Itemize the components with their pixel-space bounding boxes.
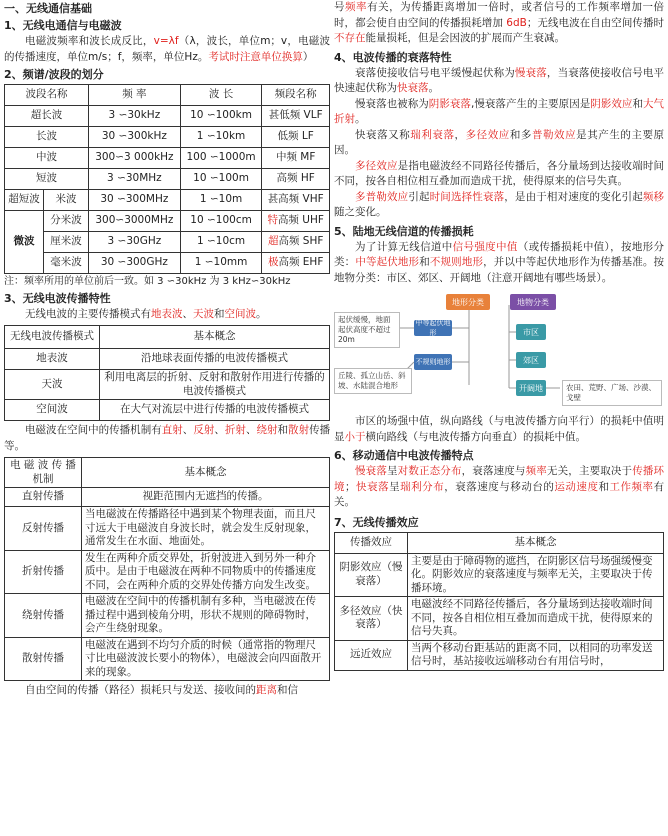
terrain-classification-diagram [334,292,664,406]
band-wave: 1 ∽10m [180,190,262,211]
band-wave: 1 ∽10cm [180,232,262,253]
mode-table [4,325,330,421]
urban-box: 市区 [516,324,546,340]
left-column [4,0,330,699]
mechanism-desc: 当电磁波在传播路径中遇到某个物理表面，而且尺寸远大于电磁波自身波长时，就会发生反射现象，通常发生在水面、地面处。 [82,507,330,551]
open-area-box: 开阔地 [516,380,546,396]
mechanism-header-name: 电 磁 波 传 播 机制 [5,458,82,488]
mechanism-header-concept: 基本概念 [82,458,330,488]
urban-field-paragraph: 市区的场强中值，纵向路线（与电波传播方向平行）的损耗中值明显小于横向路线（与电波传播方向垂直）的损耗中值。 [334,415,664,443]
band-name: 厘米波 [44,232,89,253]
band-header-name: 波段名称 [5,85,89,106]
band-name: 米波 [44,190,89,211]
table-row [335,640,664,670]
land-loss-paragraph: 为了计算无线信道中信号强度中值（或传播损耗中值），按地形分类：中等起伏地形和不规则地形，并以中等起伏地形作为传播基准。按地物分类：市区、郊区、开阔地（注意开阔地有哪些场景）。 [334,240,665,284]
band-freq: 30 ∽300kHz [89,127,181,148]
mechanism-desc: 电磁波在遇到不均匀介质的时候（通常指的物理尺寸比电磁波波长要小的物体），电磁波会向四面散开来的现象。 [82,637,330,681]
band-designation: 低频 LF [262,127,330,148]
irregular-terrain-note: 丘陵、孤立山岳、斜坡、水陆混合地形 [334,368,412,394]
band-designation: 中频 MF [262,148,330,169]
mode-desc: 在大气对流层中进行传播的电波传播模式 [100,400,330,421]
table-row [5,190,330,211]
object-class-box: 地物分类 [510,294,556,310]
table-row [335,553,664,597]
doppler-paragraph: 多普勒效应引起时间选择性衰落，是由于相对速度的变化引起频移随之变化。 [334,190,665,218]
mode-name: 空间波 [5,400,100,421]
effect-desc: 电磁波经不同路径传播后，各分量场到达接收端时间不同，按各自相位相互叠加而造成干扰，使得原来的信号失真。 [408,597,664,641]
band-wave: 1 ∽10mm [180,253,262,274]
effects-header-name: 传播效应 [335,532,408,553]
table-row [5,106,330,127]
mechanism-name: 散射传播 [5,637,82,681]
effects-table [334,532,664,671]
terrain-class-box: 地形分类 [446,294,490,310]
band-freq: 300∽3000MHz [89,211,181,232]
effect-desc: 主要是由于障碍物的遮挡，在阴影区信号场强缓慢变化。阴影效应的衰落速度与频率无关，主要取决于传播环境。 [408,553,664,597]
mechanism-table-header [5,458,330,488]
band-freq: 30 ∽300GHz [89,253,181,274]
modes-paragraph: 无线电波的主要传播模式有地表波、天波和空间波。 [25,307,267,320]
band-freq: 3 ∽30MHz [89,169,181,190]
table-row [5,637,330,681]
mode-name: 天波 [5,370,100,400]
band-name: 超长波 [5,106,89,127]
right-column [334,0,664,671]
band-wave: 100 ∽1000m [180,148,262,169]
band-wave: 10 ∽100km [180,106,262,127]
band-freq: 300∽3 000kHz [89,148,181,169]
band-wave: 1 ∽10km [180,127,262,148]
band-designation: 超高频 SHF [262,232,330,253]
band-table-header [5,85,330,106]
table-row [5,148,330,169]
path-loss-paragraph-cont: 号频率有关，为传播距离增加一倍时，或者信号的工作频率增加一倍时，都会使自由空间的传播损耗增加 6dB；无线电波在自由空间传播时不存在能量损耗，但是会因波的扩展而产生衰减。 [334,1,665,44]
effects-header-concept: 基本概念 [408,532,664,553]
mode-header-concept: 基本概念 [100,326,330,349]
table-row [5,550,330,594]
band-designation: 高频 HF [262,169,330,190]
mode-desc: 利用电离层的折射、反射和散射作用进行传播的电波传播模式 [100,370,330,400]
fading-paragraph-1: 衰落使接收信号电平缓慢起伏称为慢衰落，当衰落使接收信号电平快速起伏称为快衰落。 [334,66,665,94]
band-wave: 10 ∽100cm [180,211,262,232]
open-area-note: 农田、荒野、广场、沙漠、戈壁 [562,380,662,406]
mode-header-mode: 无线电波传播模式 [5,326,100,349]
subsection-title-land-loss: 5、陆地无线信道的传播损耗 [334,224,474,238]
suburb-box: 郊区 [516,352,546,368]
section-title-basics: 一、无线通信基础 [4,2,92,15]
irregular-terrain-box: 不规则地形 [414,354,452,370]
mechanism-name: 折射传播 [5,550,82,594]
table-row [5,400,330,421]
effect-name: 远近效应 [335,640,408,670]
medium-terrain-box: 中等起伏地形 [415,319,451,337]
subsection-title-propagation: 3、无线电波传播特性 [4,291,111,305]
subsection-title-radio: 1、无线电通信与电磁波 [4,19,122,32]
band-freq: 3 ∽30GHz [89,232,181,253]
subsection-title-effects: 7、无线传播效应 [334,515,419,529]
mechanism-table [4,457,330,681]
band-header-wave: 波 长 [180,85,262,106]
band-freq: 3 ∽30kHz [89,106,181,127]
band-note: 注：频率所用的单位前后一致。如 3 ∽30kHz 为 3 kHz∽30kHz [4,276,291,287]
band-name: 长波 [5,127,89,148]
path-loss-paragraph-start: 自由空间的传播（路径）损耗只与发送、接收间的距离和信 [25,684,298,696]
band-group-ultra-short: 超短波 [5,190,44,211]
band-group-microwave: 微波 [5,211,44,274]
wavelength-paragraph: 电磁波频率和波长成反比，v=λf（λ，波长，单位m；v，电磁波的传播速度，单位m/s；f，频率，单位Hz。考试时注意单位换算） [4,35,331,63]
table-row [5,349,330,370]
mechanisms-paragraph: 电磁波在空间中的传播机制有直射、反射、折射、绕射和散射传播等。 [4,424,331,452]
band-designation: 甚高频 VHF [262,190,330,211]
band-name: 毫米波 [44,253,89,274]
mechanism-desc: 发生在两种介质交界处，折射波进入到另外一种介质中。是由于电磁波在两种不同物质中的传播速度不同，会在两种介质的交界处传播方向发生改变。 [82,550,330,594]
effect-name: 阴影效应（慢衰落） [335,553,408,597]
band-designation: 极高频 EHF [262,253,330,274]
effect-name: 多径效应（快衰落） [335,597,408,641]
subsection-title-mobile: 6、移动通信中电波传播特点 [334,449,474,462]
fading-paragraph-3: 快衰落又称瑞利衰落，多径效应和多普勒效应是其产生的主要原因。 [334,128,665,156]
table-row [5,507,330,551]
table-row [5,211,330,232]
table-row [335,597,664,641]
effect-desc: 当两个移动台距基站的距离不同，以相同的功率发送信号时，基站接收远端移动台有用信号时， [408,640,664,670]
mechanism-name: 反射传播 [5,507,82,551]
table-row [5,127,330,148]
medium-terrain-note: 起伏缓慢，地面起伏高度不超过20m [334,312,400,348]
table-row [5,232,330,253]
mobile-propagation-paragraph: 慢衰落呈对数正态分布，衰落速度与频率无关，主要取决于传播环境；快衰落呈瑞利分布，衰落速度与移动台的运动速度和工作频率有关。 [334,465,665,508]
table-row [5,370,330,400]
table-row [5,253,330,274]
band-table [4,84,330,274]
mode-table-header [5,326,330,349]
band-name: 分米波 [44,211,89,232]
band-name: 中波 [5,148,89,169]
band-freq: 30 ∽300MHz [89,190,181,211]
table-row [5,488,330,507]
mechanism-name: 绕射传播 [5,594,82,638]
mode-desc: 沿地球表面传播的电波传播模式 [100,349,330,370]
band-wave: 10 ∽100m [180,169,262,190]
band-designation: 甚低频 VLF [262,106,330,127]
band-header-freq: 频 率 [89,85,181,106]
mechanism-desc: 视距范围内无遮挡的传播。 [82,488,330,507]
mechanism-name: 直射传播 [5,488,82,507]
table-row [5,169,330,190]
table-row [5,594,330,638]
effects-table-header [335,532,664,553]
multipath-paragraph: 多径效应是指电磁波经不同路径传播后，各分量场到达接收端时间不同，按各自相位相互叠加而造成干扰，使得原来的信号失真。 [334,159,665,187]
mode-name: 地表波 [5,349,100,370]
fading-paragraph-2: 慢衰落也被称为阴影衰落,慢衰落产生的主要原因是阴影效应和大气折射。 [334,97,665,125]
mechanism-desc: 电磁波在空间中的传播机制有多种，当电磁波在传播过程中遇到棱角分明，形状不规则的障碍物时，会产生绕射现象。 [82,594,330,638]
subsection-title-spectrum: 2、频谱/波段的划分 [4,68,104,81]
band-header-band: 频段名称 [262,85,330,106]
band-name: 短波 [5,169,89,190]
band-designation: 特高频 UHF [262,211,330,232]
subsection-title-fading: 4、电波传播的衰落特性 [334,50,452,64]
